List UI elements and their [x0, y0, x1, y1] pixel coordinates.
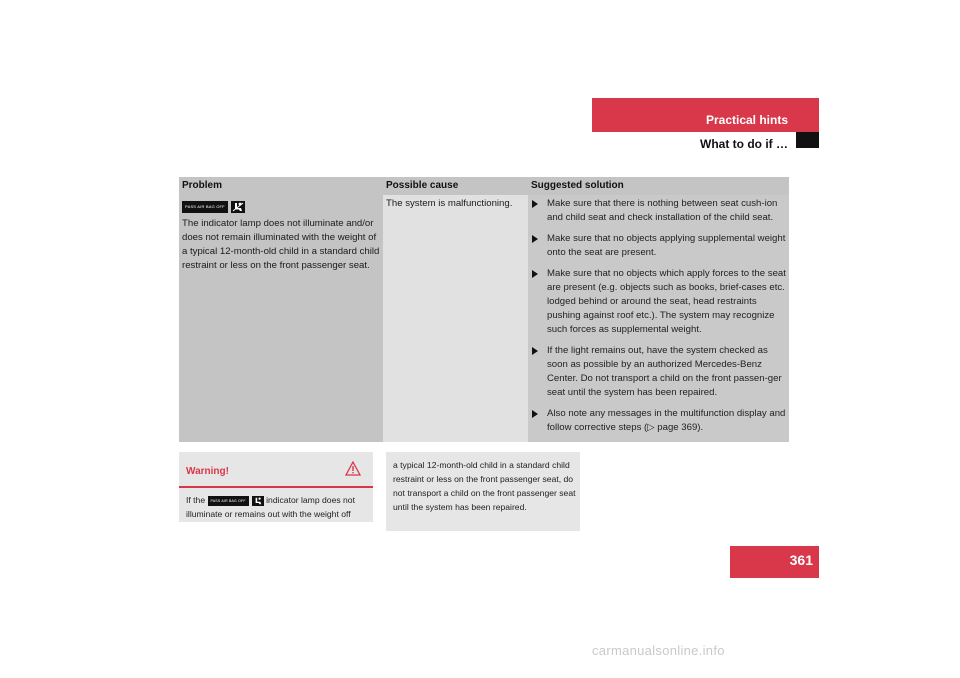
indicator-lamp-label: PASS AIR BAG OFF: [182, 201, 228, 213]
watermark: carmanualsonline.info: [592, 643, 725, 658]
warning-triangle-icon: [345, 461, 361, 481]
bullet-arrow-icon: [532, 200, 538, 208]
problem-description: The indicator lamp does not illuminate and/or does not remain illuminated with the weight of a typical 12-month-old child in a standard child restraint or less on the front passenger seat.: [182, 218, 380, 271]
passenger-airbag-off-indicator: [208, 496, 264, 506]
list-item: Make sure that no objects which apply forces to the seat are present (e.g. objects such as books, brief-cases etc. lodged behind or around the seat, head restraints pushing against roof etc.). The system may recognize such forces as supplemental weight.: [528, 267, 786, 337]
warning-continuation-text: a typical 12-month-old child in a standard child restraint or less on the front passenger seat, do not transport a child on the front passenger seat until the system has been repaired.: [393, 460, 576, 512]
possible-cause-text: The system is malfunctioning.: [386, 198, 513, 209]
list-item: Make sure that no objects applying supplemental weight onto the seat are present.: [528, 232, 786, 260]
child-seat-icon: [231, 201, 245, 213]
warning-box: [179, 452, 373, 522]
bullet-arrow-icon: [532, 410, 538, 418]
bullet-arrow-icon: [532, 270, 538, 278]
bullet-arrow-icon: [532, 347, 538, 355]
warning-text: If the PASS AIR BAG OFF indicator lamp does not illuminate or remains out with the weight off: [186, 495, 355, 519]
section-subtitle: What to do if …: [700, 137, 788, 151]
bullet-arrow-icon: [532, 235, 538, 243]
column-header-problem: Problem: [182, 180, 223, 191]
problem-cell: [179, 195, 383, 442]
troubleshooting-table: [179, 177, 789, 442]
list-item: Also note any messages in the multifunction display and follow corrective steps (▷ page 369).: [528, 407, 786, 435]
column-header-suggested-solution: Suggested solution: [531, 180, 624, 191]
child-seat-icon: [252, 496, 264, 506]
warning-continuation-box: [386, 452, 580, 531]
warning-title: Warning!: [186, 466, 229, 477]
column-header-possible-cause: Possible cause: [386, 180, 459, 191]
suggested-solution-cell: [528, 195, 789, 442]
table-header-row: [179, 177, 789, 195]
header-black-tab: [796, 132, 819, 148]
list-item: Make sure that there is nothing between seat cush-ion and child seat and check installation of the child seat.: [528, 197, 786, 225]
page-number: 361: [730, 546, 819, 578]
list-item: If the light remains out, have the system checked as soon as possible by an authorized Mercedes-Benz Center. Do not transport a child on the front passen-ger seat until the system has been repaired.: [528, 344, 786, 400]
solution-list: [528, 197, 786, 442]
indicator-lamp-label: PASS AIR BAG OFF: [208, 496, 249, 506]
possible-cause-cell: [383, 195, 528, 442]
passenger-airbag-off-indicator: [182, 201, 245, 213]
section-title: Practical hints: [705, 113, 788, 127]
warning-header: [179, 452, 373, 488]
